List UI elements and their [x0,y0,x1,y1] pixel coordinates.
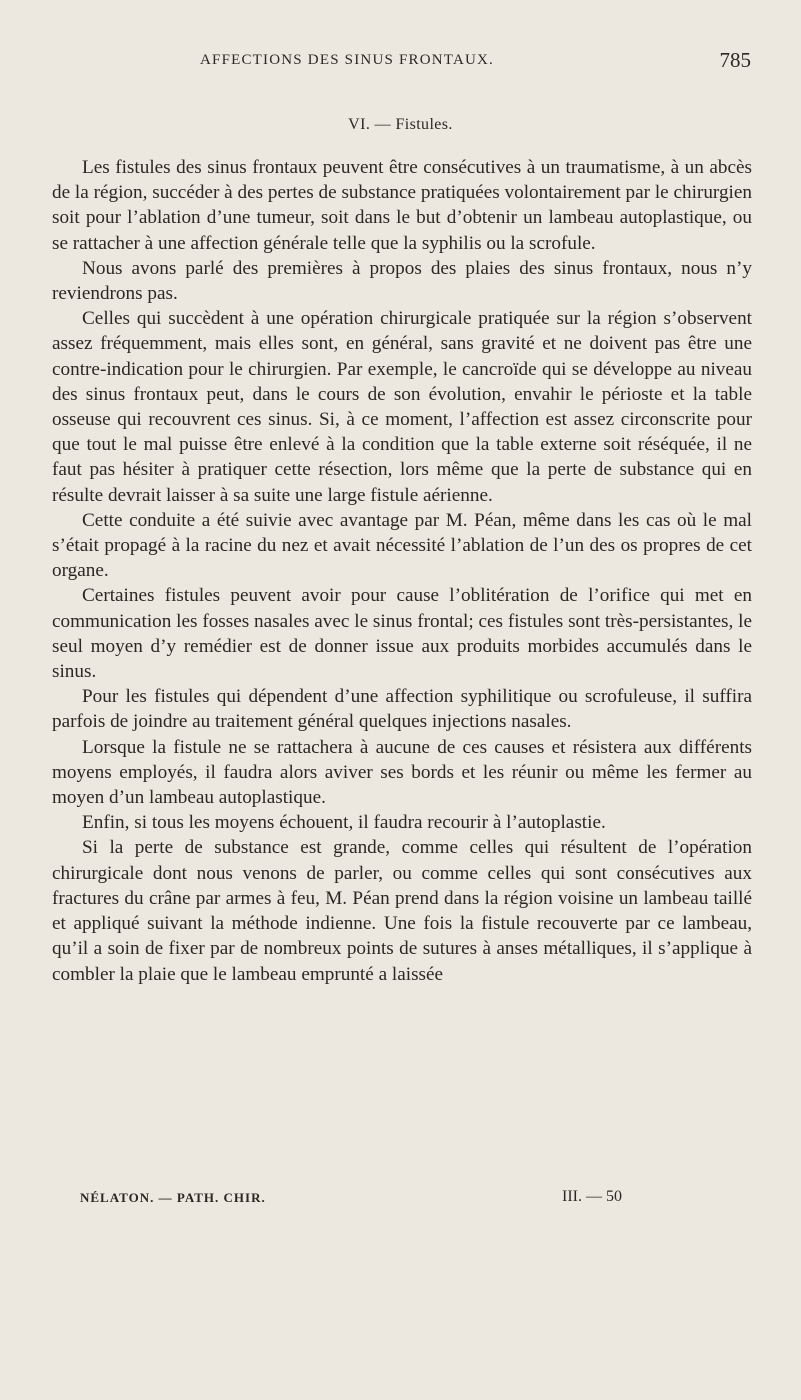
paragraph: Les fistules des sinus frontaux peuvent être consécutives à un traumatisme, à un abcès de la région, succéder à des pertes de substance pratiquées volontairement par le chirurgien soit pour l’ablation d’une tumeur, soit dans le but d’obtenir un lambeau autoplastique, ou se rattacher à une affection générale telle que la syphilis ou la scrofule. [52,157,752,254]
paragraph: Nous avons parlé des premières à propos des plaies des sinus frontaux, nous n’y reviendrons pas. [52,257,752,305]
running-head [0,48,801,78]
paragraph: Pour les fistules qui dépendent d’une affection syphilitique ou scrofuleuse, il suffira parfois de joindre au traitement général quelques injections nasales. [52,686,752,733]
signature-mark: NÉLATON. — PATH. CHIR. [80,1190,266,1205]
paragraph: Si la perte de substance est grande, comme celles qui résultent de l’opération chirurgicale dont nous venons de parler, ou comme celles qui sont consécutives aux fractures du crâne par armes à feu, M. Péan prend dans la région voisine un lambeau taillé et appliqué suivant la méthode indienne. Une fois la fistule recouverte par ce lambeau, qu’il a soin de fixer par de nombreux points de sutures à anses métalliques, il s’applique à combler la plaie que le lambeau emprunté a laissée [52,837,752,985]
paragraph: Celles qui succèdent à une opération chirurgicale pratiquée sur la région s’observent assez fréquemment, mais elles sont, en général, sans gravité et ne doivent pas être une contre-indication pour le chirurgien. Par exemple, le cancroïde qui se développe au niveau des sinus frontaux peut, dans le cours de son évolution, envahir le périoste et la table osseuse qui recouvrent ces sinus. Si, à ce moment, l’affection est assez circonscrite pour que tout le mal puisse être enlevé à la condition que la table externe soit réséquée, il ne faut pas hésiter à pratiquer cette résection, lors même que la perte de substance qui en résulte devrait laisser à sa suite une large fistule aérienne. [52,308,752,506]
paragraph: Certaines fistules peuvent avoir pour cause l’oblitération de l’orifice qui met en communication les fosses nasales avec le sinus frontal; ces fistules sont très-persistantes, le seul moyen d’y remédier est de donner issue aux produits morbides accumulés dans le sinus. [52,585,752,683]
sheet-number: III. — 50 [562,1188,622,1205]
paragraph: Lorsque la fistule ne se rattachera à aucune de ces causes et résistera aux différents moyens employés, il faudra alors aviver ses bords et les réunir ou même les fermer au moyen d’un lambeau autoplastique. [52,736,752,809]
body-text [52,155,752,987]
paragraph: Cette conduite a été suivie avec avantage par M. Péan, même dans les cas où le mal s’était propagé à la racine du nez et avait nécessité l’ablation de l’un des os propres de cet organe. [52,509,752,582]
section-title: VI. — Fistules. [348,116,453,133]
running-title: AFFECTIONS DES SINUS FRONTAUX. [200,52,495,68]
paragraph: Enfin, si tous les moyens échouent, il faudra recourir à l’autoplastie. [82,812,606,834]
page-footer [52,1188,752,1212]
page-number: 785 [719,48,751,72]
